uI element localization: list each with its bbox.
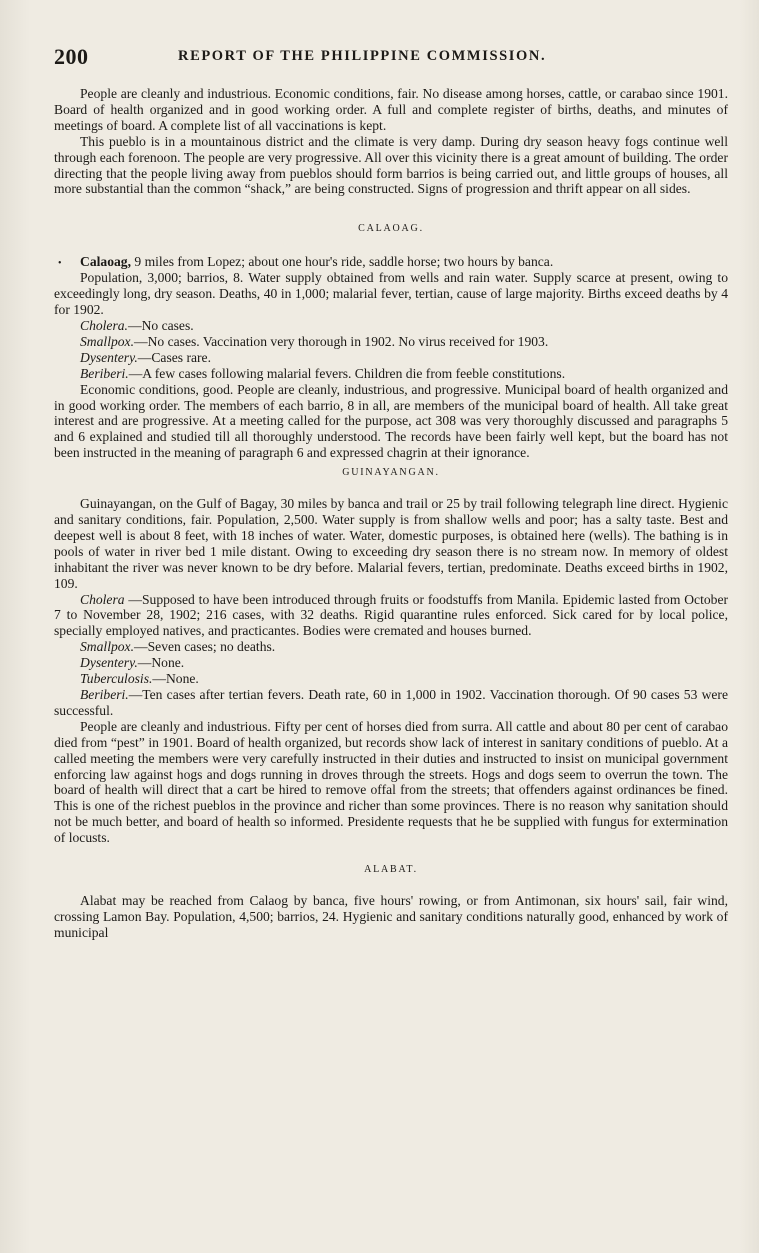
section-heading-calaoag: CALAOAG.	[358, 223, 424, 235]
beriberi-text: —Ten cases after tertian fevers. Death rate, 60 in 1,000 in 1902. Vaccination thorough. Of 90 cases 53 were successful.	[54, 687, 728, 718]
alabat-intro: Alabat may be reached from Calaog by banca, five hours' rowing, or from Antimonan, six hours' sail, fair wind, crossing Lamon Bay. Population, 4,500; barrios, 24. Hygienic and sanitary conditions naturally good, enhanced by work of municipal	[54, 893, 728, 940]
cholera-text: —No cases.	[127, 317, 194, 333]
smallpox-label: Smallpox.	[80, 639, 134, 655]
running-head: REPORT OF THE PHILIPPINE COMMISSION.	[178, 48, 547, 64]
smallpox-text: —Seven cases; no deaths.	[134, 639, 276, 655]
tuberculosis-text: —None.	[152, 671, 199, 687]
section-heading-guinayangan: GUINAYANGAN.	[342, 467, 440, 479]
calaoag-beriberi	[54, 366, 728, 382]
dysentery-text: —None.	[137, 655, 185, 671]
intro-paragraph-1: People are cleanly and industrious. Economic conditions, fair. No disease among horses, cattle, or carabao since 1901. Board of health organized and in good working order. A full and complete register of births, deaths, and minutes of meetings of board. A complete list of all vaccinations is kept.	[54, 86, 728, 133]
cholera-text: —Supposed to have been introduced through fruits or foodstuffs from Manila. Epidemic lasted from October 7 to November 28, 1902; 216 cases, with 32 deaths. Rigid quarantine rules enforced. Sick cared for by local police, specially employed natives, and practicantes. Bodies were cremated and houses burned.	[54, 591, 728, 639]
dysentery-text: —Cases rare.	[137, 349, 211, 365]
guinayangan-beriberi	[54, 687, 728, 719]
calaoag-intro-lead: Calaoag,	[80, 254, 131, 270]
tuberculosis-label: Tuberculosis.	[80, 671, 153, 687]
guinayangan-people: People are cleanly and industrious. Fifty per cent of horses died from surra. All cattle and about 80 per cent of carabao died from “pest” in 1901. Board of health organized, but records show lack of interest in sanitary conditions of pueblo. At a called meeting the members were very carefully instructed in their duties and instructed to insist on municipal government enforcing law against hogs and dogs running in droves through the streets. Hogs and dogs seem to overrun the town. The board of health will direct that a cart be hired to remove offal from the streets; that offenders against ordinances be fined. This is one of the richest pueblos in the province and richer than some provinces. There is no reason why sanitation should not be much better, and board of health so informed. Presidente requests that he be supplied with fungus for extermination of locusts.	[54, 718, 728, 846]
stray-mark: •	[58, 258, 62, 269]
calaoag-dysentery	[54, 350, 728, 366]
guinayangan-dysentery	[54, 655, 728, 671]
section-heading-alabat: ALABAT.	[364, 864, 418, 876]
page-number: 200	[54, 44, 89, 69]
beriberi-text: —A few cases following malarial fevers. Children die from feeble constitutions.	[128, 365, 566, 381]
beriberi-label: Beriberi.	[80, 365, 129, 381]
smallpox-text: —No cases. Vaccination very thorough in 1902. No virus received for 1903.	[134, 333, 549, 349]
dysentery-label: Dysentery.	[80, 349, 138, 365]
calaoag-cholera	[54, 318, 728, 334]
calaoag-economic: Economic conditions, good. People are cleanly, industrious, and progressive. Municipal board of health organized and in good working order. The members of each barrio, 8 in all, are members of the municipal board of health. All take great interest and are progressive. At a meeting called for the purpose, act 308 was very thoroughly discussed and paragraphs 5 and 6 explained and studied till all thoroughly understood. The records have been fairly well kept, but the board has not been instructed in the meaning of paragraph 6 and expressed chagrin at their ignorance.	[54, 381, 728, 461]
calaoag-intro	[54, 254, 728, 270]
page-header	[54, 44, 734, 70]
calaoag-smallpox	[54, 334, 728, 350]
smallpox-label: Smallpox.	[80, 333, 134, 349]
guinayangan-tuberculosis	[54, 671, 728, 687]
guinayangan-intro: Guinayangan, on the Gulf of Bagay, 30 miles by banca and trail or 25 by trail following telegraph line direct. Hygienic and sanitary conditions, fair. Population, 2,500. Water supply is from shallow wells and poor; has a salty taste. Best and deepest well is about 8 feet, with 18 inches of water. Water, domestic purposes, is obtained here (wells). The bathing is in pools of water in river bed 1 mile distant. Owing to exceeding dry season there is no stream now. In memory of oldest inhabitant the river was never known to be dry before. Malarial fevers, tertian, predominate. Deaths exceed births in 1902, 109.	[54, 496, 728, 591]
guinayangan-cholera	[54, 592, 728, 640]
cholera-label: Cholera	[80, 591, 125, 607]
cholera-label: Cholera.	[80, 317, 128, 333]
guinayangan-smallpox	[54, 639, 728, 655]
calaoag-population: Population, 3,000; barrios, 8. Water supply obtained from wells and rain water. Supply scarce at present, owing to exceedingly long, dry season. Deaths, 40 in 1,000; malarial fever, tertian, cause of large majority. Births exceed deaths by 4 for 1902.	[54, 270, 728, 318]
page-body	[54, 86, 728, 941]
intro-paragraph-2: This pueblo is in a mountainous district and the climate is very damp. During dry season heavy fogs continue well through each forenoon. The people are very progressive. All over this vicinity there is a great amount of building. The order directing that the people living away from pueblos should form barrios is being carried out, and little groups of houses, all more substantial than the common “shack,” are being constructed. Signs of progression and thrift appear on all sides.	[54, 133, 728, 197]
dysentery-label: Dysentery.	[80, 655, 138, 671]
beriberi-label: Beriberi.	[80, 687, 129, 702]
calaoag-intro-rest: 9 miles from Lopez; about one hour's ride, saddle horse; two hours by banca.	[130, 254, 554, 270]
